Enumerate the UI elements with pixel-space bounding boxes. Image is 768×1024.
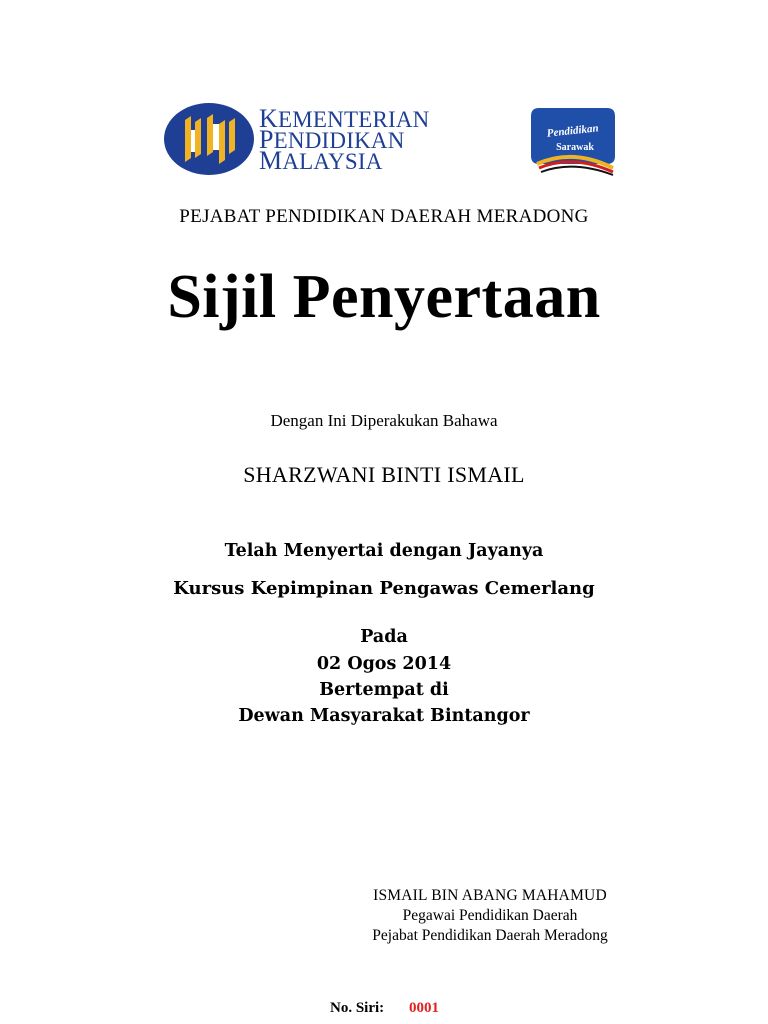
certify-text: Dengan Ini Diperakukan Bahawa <box>270 411 498 430</box>
course-name: Kursus Kepimpinan Pengawas Cemerlang <box>173 578 595 599</box>
venue-name: Dewan Masyarakat Bintangor <box>238 706 530 726</box>
sarawak-logo-line1: Pendidikan <box>546 122 600 140</box>
serial-label: No. Siri: <box>330 1000 385 1016</box>
sarawak-logo-line2: Sarawak <box>556 142 594 153</box>
pendidikan-sarawak-logo <box>527 106 619 176</box>
event-date: 02 Ogos 2014 <box>316 654 452 674</box>
kpm-wordmark-line: MALAYSIA <box>259 146 383 175</box>
signatory-block <box>330 886 650 946</box>
kpm-wordmark-line: KEMENTERIAN <box>259 104 430 133</box>
recipient-name: SHARZWANI BINTI ISMAIL <box>243 462 525 487</box>
signatory-name: ISMAIL BIN ABANG MAHAMUD <box>373 887 607 904</box>
office-name: PEJABAT PENDIDIKAN DAERAH MERADONG <box>179 206 589 227</box>
kpm-wordmark <box>259 104 449 174</box>
kpm-emblem-icon <box>163 102 255 176</box>
certificate-title: Sijil Penyertaan <box>167 263 601 331</box>
signatory-title: Pegawai Pendidikan Daerah <box>402 907 578 924</box>
kpm-logo <box>163 100 443 178</box>
kpm-wordmark-line: PENDIDIKAN <box>259 125 405 154</box>
held-at-label: Bertempat di <box>319 680 449 700</box>
serial-number: 0001 <box>409 1000 439 1016</box>
signatory-office: Pejabat Pendidikan Daerah Meradong <box>372 927 608 944</box>
on-label: Pada <box>360 627 408 647</box>
participated-text: Telah Menyertai dengan Jayanya <box>224 541 544 561</box>
